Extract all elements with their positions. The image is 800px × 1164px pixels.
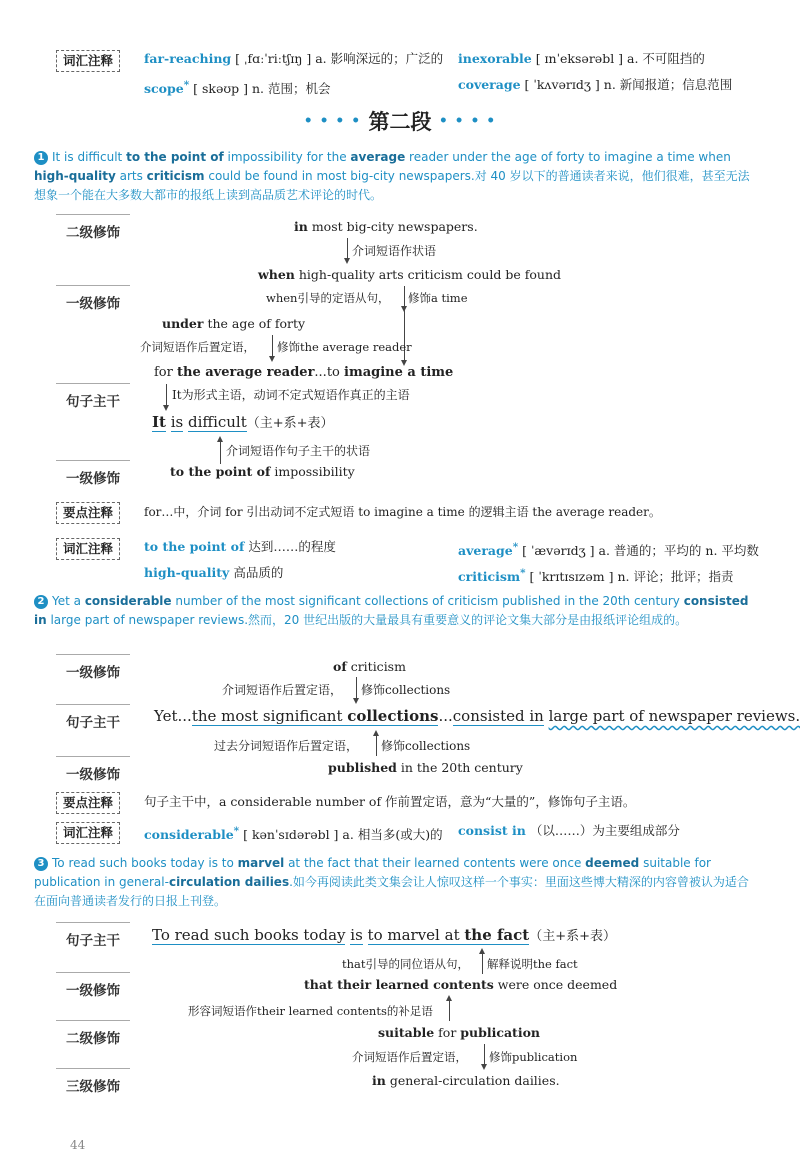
tree-note: 修饰the average reader: [277, 340, 412, 354]
paragraph-number-icon: 1: [34, 151, 48, 165]
level-label: 三级修饰: [56, 1068, 130, 1095]
tree-note: 介词短语作后置定语，: [222, 683, 343, 697]
tree-node: published in the 20th century: [328, 760, 523, 775]
tree-note: 介词短语作后置定语，: [352, 1050, 467, 1064]
level-label: 一级修饰: [56, 654, 130, 681]
tree-note: when引导的定语从句，: [266, 291, 390, 305]
tree-node: in most big-city newspapers.: [294, 219, 478, 234]
tree-note: that引导的同位语从句，: [342, 957, 470, 971]
paragraph-number-icon: 3: [34, 857, 48, 871]
tree-node: to the point of impossibility: [170, 464, 355, 479]
keynote-text: 句子主干中，a considerable number of 作前置定语，意为“大量的”，修饰句子主语。: [144, 794, 636, 809]
arrow-down-icon: [163, 405, 169, 411]
arrow-down-icon: [481, 1064, 487, 1070]
vocab-entry: inexorable [ ɪnˈeksərəbl ] a. 不可阻挡的: [458, 51, 705, 66]
arrow-line: [376, 736, 377, 756]
vocab-entry: scope* [ skəʊp ] n. 范围；机会: [144, 79, 331, 97]
tree-note: 过去分词短语作后置定语，: [214, 739, 359, 753]
tree-node: that their learned contents were once deemed: [304, 977, 618, 992]
level-label: 句子主干: [56, 704, 130, 731]
arrow-line: [347, 238, 348, 258]
vocab-tag: 词汇注释: [56, 538, 120, 560]
main-clause: Yet...the most significant collections...consisted in large part of newspaper reviews.: [154, 707, 800, 725]
vocab-entry: to the point of 达到……的程度: [144, 539, 336, 554]
main-clause: To read such books today is to marvel at the fact（主+系+表）: [152, 926, 617, 944]
arrow-line: [484, 1044, 485, 1064]
vocab-tag: 词汇注释: [56, 822, 120, 844]
tree-node: in general-circulation dailies.: [372, 1073, 560, 1088]
tree-note: 介词短语作句子主干的状语: [226, 444, 371, 458]
main-clause: It is difficult（主+系+表）: [152, 413, 334, 431]
arrow-line: [482, 954, 483, 974]
tree-node: of criticism: [333, 659, 406, 674]
level-label: 一级修饰: [56, 460, 130, 487]
tree-note: 介词短语作后置定语，: [140, 340, 255, 354]
level-label: 二级修饰: [56, 214, 130, 241]
tree-node: for the average reader...to imagine a time: [154, 365, 454, 380]
keynote-tag: 要点注释: [56, 502, 120, 524]
tree-node: under the age of forty: [162, 316, 306, 331]
arrow-line: [449, 1001, 450, 1021]
vocab-tag: 词汇注释: [56, 50, 120, 72]
paragraph-number-icon: 2: [34, 595, 48, 609]
keynote-text: for…中，介词 for 引出动词不定式短语 to imagine a time 的逻辑主语 the average reader。: [144, 505, 661, 519]
dots-decoration-icon: • • • •: [438, 113, 497, 129]
paragraph-2: 2 Yet a considerable number of the most significant collections of criticism published in the 20th century consisted in large part of newspaper reviews.然而，20 世纪出版的大量最具有重要意义的评论文集大部分是由报纸评论组成的。: [34, 594, 749, 627]
arrow-down-icon: [344, 258, 350, 264]
section-title: • • • • 第二段 • • • •: [303, 109, 497, 134]
tree-note: 解释说明the fact: [487, 957, 578, 971]
vocab-entry: average* [ ˈævərɪdʒ ] a. 普通的；平均的 n. 平均数: [458, 541, 759, 559]
arrow-line: [356, 677, 357, 699]
arrow-down-icon: [269, 356, 275, 362]
keynote-tag: 要点注释: [56, 792, 120, 814]
tree-note: 修饰collections: [361, 683, 451, 697]
arrow-down-icon: [353, 698, 359, 704]
tree-note: It为形式主语，动词不定式短语作真正的主语: [172, 388, 410, 402]
vocab-entry: considerable* [ kənˈsɪdərəbl ] a. 相当多(或大)的: [144, 825, 443, 843]
vocab-entry: coverage [ ˈkʌvərɪdʒ ] n. 新闻报道；信息范围: [458, 77, 733, 92]
dots-decoration-icon: • • • •: [303, 113, 362, 129]
paragraph-3: 3 To read such books today is to marvel at the fact that their learned contents were once deemed suitable for publication in general-circulation dailies.如今再阅读此类文集会让人惊叹这样一个事实：里面这些博大精深的内容曾被认为适合在面向普通读者发行的日报上刊登。: [34, 856, 749, 908]
tree-node: when high-quality arts criticism could be found: [258, 267, 561, 282]
vocab-entry: far-reaching [ ˌfɑːˈriːtʃɪŋ ] a. 影响深远的；广泛的: [144, 51, 444, 66]
vocab-entry: consist in （以……）为主要组成部分: [458, 823, 680, 838]
arrow-line: [166, 384, 167, 406]
tree-note: 介词短语作状语: [352, 244, 437, 258]
paragraph-1: 1 It is difficult to the point of impossibility for the average reader under the age of forty to imagine a time when high-quality arts criticism could be found in most big-city newspapers.对 40 岁以下的普通读者来说，他们很难，甚至无法想象一个能在大多数大都市的报纸上读到高品质艺术评论的时代。: [34, 150, 750, 202]
page-number: 44: [70, 1138, 86, 1152]
arrow-line: [272, 335, 273, 357]
arrow-line: [220, 442, 221, 464]
level-label: 一级修饰: [56, 756, 130, 783]
level-label: 句子主干: [56, 922, 130, 949]
level-label: 二级修饰: [56, 1020, 130, 1047]
level-label: 一级修饰: [56, 285, 130, 312]
tree-note: 修饰a time: [408, 291, 468, 305]
tree-node: suitable for publication: [378, 1025, 541, 1040]
level-label: 句子主干: [56, 383, 130, 410]
level-label: 一级修饰: [56, 972, 130, 999]
vocab-entry: criticism* [ ˈkrɪtɪsɪzəm ] n. 评论；批评；指责: [458, 567, 734, 585]
tree-note: 修饰collections: [381, 739, 471, 753]
tree-note: 修饰publication: [489, 1050, 578, 1064]
vocab-entry: high-quality 高品质的: [144, 565, 284, 580]
arrow-line: [404, 286, 405, 306]
tree-note: 形容词短语作their learned contents的补足语: [188, 1004, 433, 1018]
